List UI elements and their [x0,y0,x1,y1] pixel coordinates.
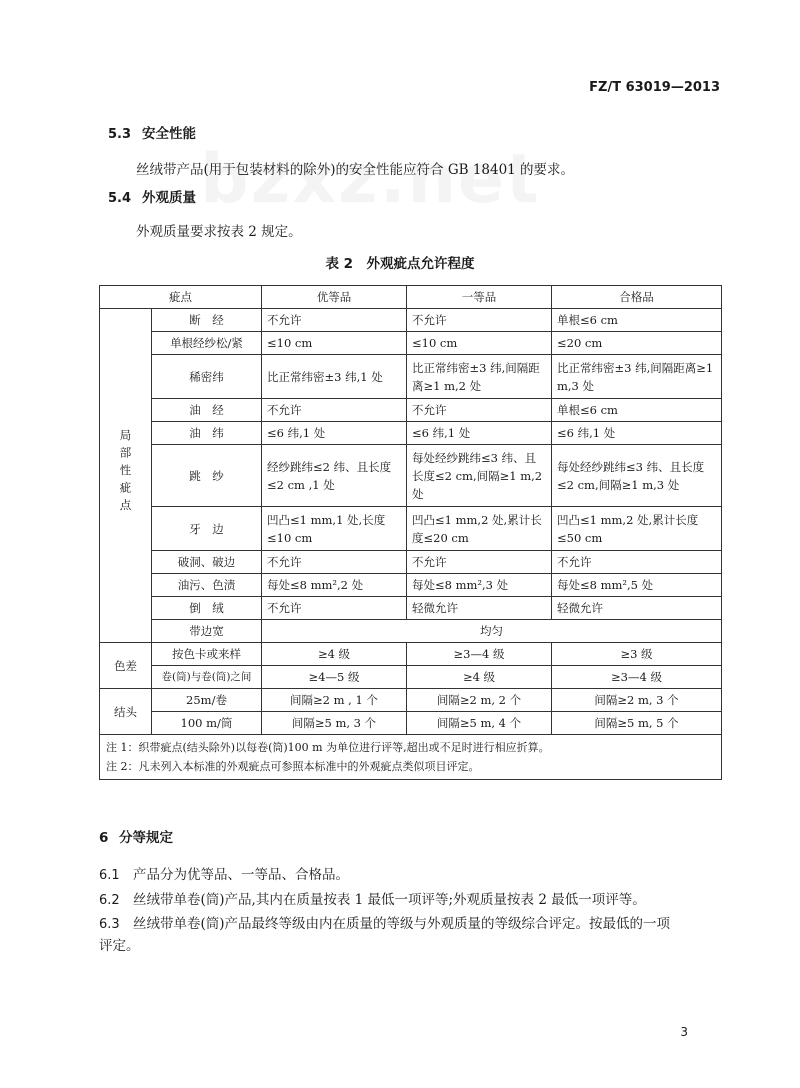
merged-cell: 均匀 [262,620,722,643]
qualified-cell: 不允许 [552,551,722,574]
section-6-3 [99,912,670,932]
section-5-3-heading [108,122,196,142]
section-title: 安全性能 [142,126,196,142]
group-local-defects [100,309,152,643]
document-number: FZ/T 63019—2013 [589,80,720,95]
group-color-difference: 色差 [100,643,152,689]
table-notes [100,735,722,780]
premium-cell: 不允许 [262,551,407,574]
first-cell: 不允许 [407,399,552,422]
section-6-3-continued: 评定。 [99,938,140,954]
header-first: 一等品 [407,286,552,309]
section-number: 5.4 [108,191,132,206]
defect-name: 卷(筒)与卷(筒)之间 [152,666,262,689]
defect-name: 稀密纬 [152,355,262,399]
defect-name: 带边宽 [152,620,262,643]
premium-cell: 不允许 [262,597,407,620]
defect-name: 油 纬 [152,422,262,445]
table-row [100,309,722,332]
clause-number: 6.1 [99,868,120,883]
first-cell: 每处经纱跳纬≤3 纬、且长度≤2 cm,间隔≥1 m,2 处 [407,445,552,507]
table-note-2: 注 2：凡未列入本标准的外观疵点可参照本标准中的外观疵点类似项目评定。 [106,760,480,773]
table-caption: 表 2 外观疵点允许程度 [325,256,475,272]
defect-name: 油 经 [152,399,262,422]
watermark-text [200,140,541,219]
table-row [100,620,722,643]
clause-number: 6.3 [99,917,120,932]
section-6-heading [99,826,173,846]
premium-cell: 不允许 [262,309,407,332]
defect-name: 倒 绒 [152,597,262,620]
section-title: 分等规定 [119,830,173,846]
defect-name: 破洞、破边 [152,551,262,574]
first-cell: 凹凸≤1 mm,2 处,累计长度≤20 cm [407,507,552,551]
section-5-4-heading [108,186,196,206]
qualified-cell: 比正常纬密±3 纬,间隔距离≥1 m,3 处 [552,355,722,399]
qualified-cell: ≤6 纬,1 处 [552,422,722,445]
premium-cell: 比正常纬密±3 纬,1 处 [262,355,407,399]
clause-text: 丝绒带单卷(筒)产品最终等级由内在质量的等级与外观质量的等级综合评定。按最低的一项 [133,916,671,932]
section-number: 6 [99,830,109,846]
table-row [100,551,722,574]
section-5-4-text: 外观质量要求按表 2 规定。 [136,224,302,240]
first-cell: 轻微允许 [407,597,552,620]
qualified-cell: 单根≤6 cm [552,399,722,422]
table-row [100,332,722,355]
first-cell: 比正常纬密±3 纬,间隔距离≥1 m,2 处 [407,355,552,399]
header-premium: 优等品 [262,286,407,309]
section-5-3-text: 丝绒带产品(用于包装材料的除外)的安全性能应符合 GB 18401 的要求。 [136,162,575,178]
table-row [100,666,722,689]
table-note-1: 注 1：织带疵点(结头除外)以每卷(筒)100 m 为单位进行评等,超出或不足时进行相应折算。 [106,741,550,754]
qualified-cell: 单根≤6 cm [552,309,722,332]
clause-number: 6.2 [99,893,120,908]
defect-name: 跳 纱 [152,445,262,507]
table-row [100,399,722,422]
defect-name: 油污、色渍 [152,574,262,597]
defect-name: 断 经 [152,309,262,332]
table-row [100,643,722,666]
clause-text: 产品分为优等品、一等品、合格品。 [133,867,349,883]
section-6-2 [99,888,646,908]
qualified-cell: ≥3 级 [552,643,722,666]
defect-tolerance-table [99,285,722,780]
page-number: 3 [680,1025,688,1039]
qualified-cell: 每处经纱跳纬≤3 纬、且长度≤2 cm,间隔≥1 m,3 处 [552,445,722,507]
qualified-cell: 间隔≥2 m, 3 个 [552,689,722,712]
premium-cell: 间隔≥2 m , 1 个 [262,689,407,712]
first-cell: 每处≤8 mm²,3 处 [407,574,552,597]
first-cell: ≤10 cm [407,332,552,355]
first-cell: ≤6 纬,1 处 [407,422,552,445]
table-row [100,507,722,551]
table-row [100,597,722,620]
premium-cell: ≥4—5 级 [262,666,407,689]
table-row [100,689,722,712]
table-row [100,445,722,507]
first-cell: ≥3—4 级 [407,643,552,666]
qualified-cell: 凹凸≤1 mm,2 处,累计长度≤50 cm [552,507,722,551]
section-title: 外观质量 [142,190,196,206]
premium-cell: ≤6 纬,1 处 [262,422,407,445]
defect-name: 单根经纱松/紧 [152,332,262,355]
table-row [100,355,722,399]
premium-cell: 经纱跳纬≤2 纬、且长度≤2 cm ,1 处 [262,445,407,507]
premium-cell: 不允许 [262,399,407,422]
table-row [100,574,722,597]
section-number: 5.3 [108,127,132,142]
premium-cell: 凹凸≤1 mm,1 处,长度≤10 cm [262,507,407,551]
premium-cell: 每处≤8 mm²,2 处 [262,574,407,597]
table-row [100,422,722,445]
qualified-cell: 轻微允许 [552,597,722,620]
premium-cell: 间隔≥5 m, 3 个 [262,712,407,735]
qualified-cell: ≥3—4 级 [552,666,722,689]
section-6-1 [99,863,349,883]
defect-name: 25m/卷 [152,689,262,712]
first-cell: ≥4 级 [407,666,552,689]
qualified-cell: 间隔≥5 m, 5 个 [552,712,722,735]
header-qualified: 合格品 [552,286,722,309]
group-label: 局部性疵点 [118,429,133,517]
header-defect: 疵点 [100,286,262,309]
premium-cell: ≤10 cm [262,332,407,355]
qualified-cell: 每处≤8 mm²,5 处 [552,574,722,597]
first-cell: 不允许 [407,309,552,332]
qualified-cell: ≤20 cm [552,332,722,355]
table-header-row [100,286,722,309]
first-cell: 不允许 [407,551,552,574]
first-cell: 间隔≥5 m, 4 个 [407,712,552,735]
group-joint: 结头 [100,689,152,735]
premium-cell: ≥4 级 [262,643,407,666]
table-notes-row [100,735,722,780]
defect-name: 牙 边 [152,507,262,551]
first-cell: 间隔≥2 m, 2 个 [407,689,552,712]
table-row [100,712,722,735]
clause-text: 丝绒带单卷(筒)产品,其内在质量按表 1 最低一项评等;外观质量按表 2 最低一项评等。 [133,892,646,908]
defect-name: 100 m/筒 [152,712,262,735]
defect-name: 按色卡或来样 [152,643,262,666]
